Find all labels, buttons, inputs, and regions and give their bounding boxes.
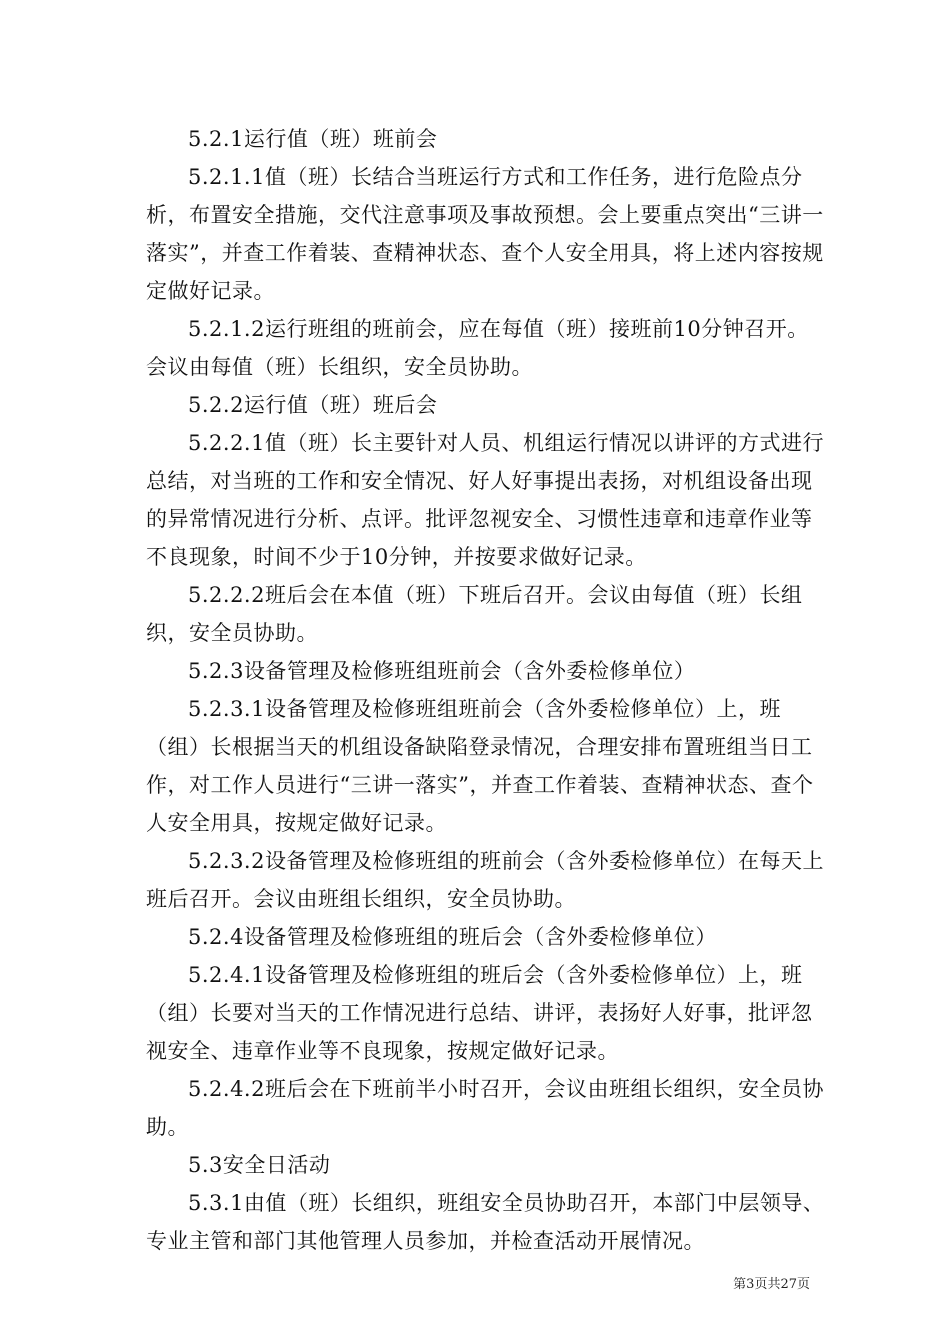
document-body [146, 120, 826, 1260]
paragraph-5-3-1: 5.3.1由值（班）长组织，班组安全员协助召开，本部门中层领导、专业主管和部门其他管理人员参加，并检查活动开展情况。 [146, 1191, 825, 1253]
paragraph-5-2-1-2: 5.2.1.2运行班组的班前会，应在每值（班）接班前10分钟召开。会议由每值（班）长组织，安全员协助。 [146, 317, 809, 379]
paragraph-5-2-3-2: 5.2.3.2设备管理及检修班组的班前会（含外委检修单位）在每天上班后召开。会议由班组长组织，安全员协助。 [146, 849, 824, 911]
paragraph-5-2-4-2: 5.2.4.2班后会在下班前半小时召开，会议由班组长组织，安全员协助。 [146, 1077, 824, 1139]
heading-5-2-2: 5.2.2运行值（班）班后会 [188, 393, 438, 417]
paragraph-5-2-4-1: 5.2.4.1设备管理及检修班组的班后会（含外委检修单位）上，班（组）长要对当天的工作情况进行总结、讲评，表扬好人好事，批评忽视安全、违章作业等不良现象，按规定做好记录。 [146, 963, 813, 1063]
paragraph-5-2-3-1: 5.2.3.1设备管理及检修班组班前会（含外委检修单位）上，班（组）长根据当天的机组设备缺陷登录情况，合理安排布置班组当日工作，对工作人员进行“三讲一落实”，并查工作着装、查精神状态、查个人安全用具，按规定做好记录。 [146, 697, 814, 835]
heading-5-2-4: 5.2.4设备管理及检修班组的班后会（含外委检修单位） [188, 925, 717, 949]
heading-5-2-3: 5.2.3设备管理及检修班组班前会（含外委检修单位） [188, 659, 696, 683]
paragraph-5-2-1-1: 5.2.1.1值（班）长结合当班运行方式和工作任务，进行危险点分析，布置安全措施，交代注意事项及事故预想。会上要重点突出“三讲一落实”，并查工作着装、查精神状态、查个人安全用具，将上述内容按规定做好记录。 [146, 165, 824, 303]
heading-5-2-1: 5.2.1运行值（班）班前会 [188, 127, 438, 151]
heading-5-3: 5.3安全日活动 [188, 1153, 331, 1177]
paragraph-5-2-2-2: 5.2.2.2班后会在本值（班）下班后召开。会议由每值（班）长组织，安全员协助。 [146, 583, 803, 645]
page-number-footer: 第3页共27页 [733, 1277, 810, 1292]
paragraph-5-2-2-1: 5.2.2.1值（班）长主要针对人员、机组运行情况以讲评的方式进行总结，对当班的工作和安全情况、好人好事提出表扬，对机组设备出现的异常情况进行分析、点评。批评忽视安全、习惯性违章和违章作业等不良现象，时间不少于10分钟，并按要求做好记录。 [146, 431, 824, 569]
